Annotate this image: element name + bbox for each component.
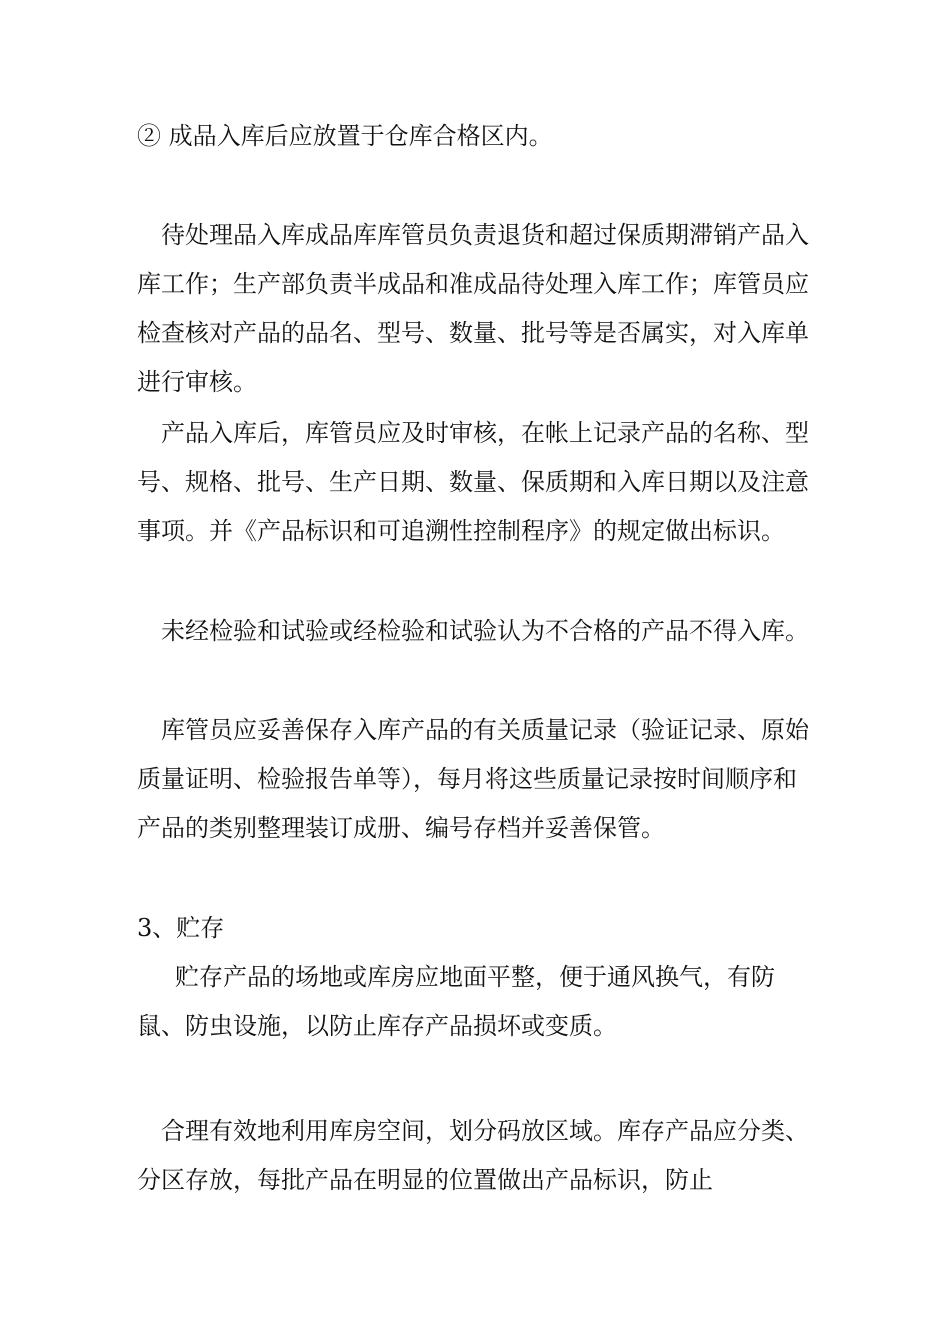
paragraph-quality-records: 库管员应妥善保存入库产品的有关质量记录（验证记录、原始质量证明、检验报告单等），每月将这些质量记录按时间顺序和产品的类别整理装订成册、编号存档并妥善保管。 bbox=[137, 716, 809, 842]
paragraph-uninspected-goods: 未经检验和试验或经检验和试验认为不合格的产品不得入库。 bbox=[161, 617, 809, 645]
paragraph-storage-space: 合理有效地利用库房空间，划分码放区域。库存产品应分类、分区存放，每批产品在明显的位置做出产品标识，防止 bbox=[137, 1117, 809, 1194]
section-heading-storage: 3、贮存 bbox=[137, 914, 225, 942]
paragraph-storage-site: 贮存产品的场地或库房应地面平整，便于通风换气，有防鼠、防虫设施，以防止库存产品损坏或变质。 bbox=[137, 963, 775, 1040]
paragraph-pending-goods-inbound: 待处理品入库成品库库管员负责退货和超过保质期滞销产品入库工作；生产部负责半成品和准成品待处理入库工作；库管员应检查核对产品的品名、型号、数量、批号等是否属实，对入库单进行审核。 bbox=[137, 221, 809, 396]
paragraph-finished-goods-placement: ② 成品入库后应放置于仓库合格区内。 bbox=[137, 122, 553, 150]
paragraph-inbound-records: 产品入库后，库管员应及时审核，在帐上记录产品的名称、型号、规格、批号、生产日期、数量、保质期和入库日期以及注意事项。并《产品标识和可追溯性控制程序》的规定做出标识。 bbox=[137, 419, 809, 545]
